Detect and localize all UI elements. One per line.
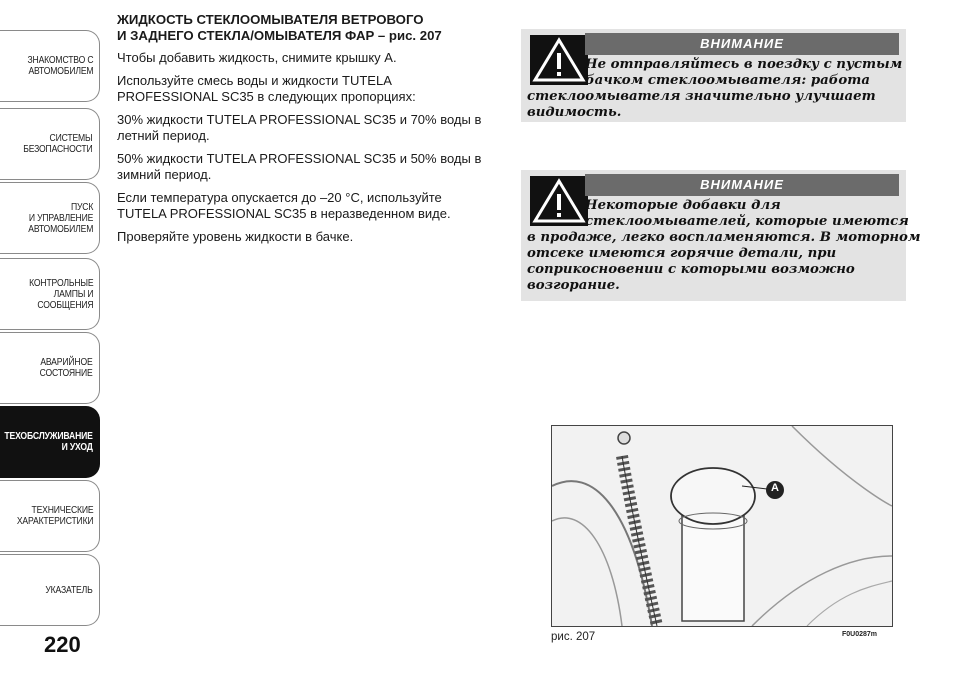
warning-title: ВНИМАНИЕ [585, 33, 899, 55]
warning-line: бачком стеклоомывателя: работа [585, 73, 870, 88]
tab-technical-specs[interactable] [0, 480, 100, 552]
warning-line: видимость. [527, 105, 622, 120]
paragraph: Проверяйте уровень жидкости в бачке. [117, 229, 354, 244]
paragraph: Чтобы добавить жидкость, снимите крышку A. [117, 50, 397, 65]
warning-line: соприкосновении с которыми возможно [527, 262, 855, 277]
tab-index[interactable] [0, 554, 100, 626]
figure-caption: рис. 207 [551, 631, 596, 643]
warning-line: Не отправляйтесь в поездку с пустым [585, 57, 903, 72]
paragraph: 30% жидкости TUTELA PROFESSIONAL SC35 и 70% воды в летний период. [117, 112, 482, 143]
tab-label: ЗНАКОМСТВО С АВТОМОБИЛЕМ [27, 54, 93, 77]
tab-label: СИСТЕМЫ БЕЗОПАСНОСТИ [23, 132, 93, 155]
tab-label: ТЕХОБСЛУЖИВАНИЕ И УХОД [4, 430, 93, 453]
tab-label: ТЕХНИЧЕСКИЕ ХАРАКТЕРИСТИКИ [16, 504, 93, 527]
warning-line: Некоторые добавки для [585, 198, 781, 213]
tab-label: УКАЗАТЕЛЬ [45, 583, 93, 596]
warning-line: стеклоомывателей, которые имеются [585, 214, 909, 229]
reservoir-illustration [552, 426, 892, 626]
tab-warning-lights[interactable] [0, 258, 100, 330]
main-content [117, 12, 489, 252]
warning-triangle-icon [530, 35, 588, 85]
paragraph: 50% жидкости TUTELA PROFESSIONAL SC35 и 50% воды в зимний период. [117, 151, 482, 182]
figure-code: F0U0287m [842, 631, 878, 638]
section-heading: ЖИДКОСТЬ СТЕКЛООМЫВАТЕЛЯ ВЕТРОВОГО И ЗАДНЕГО СТЕКЛА/ОМЫВАТЕЛЯ ФАР – рис. 207 [117, 12, 442, 43]
tab-label: ПУСК И УПРАВЛЕНИЕ АВТОМОБИЛЕМ [28, 200, 93, 235]
paragraph: Используйте смесь воды и жидкости TUTELA PROFESSIONAL SC35 в следующих пропорциях: [117, 73, 416, 104]
tab-emergency[interactable] [0, 332, 100, 404]
tab-maintenance[interactable] [0, 406, 100, 478]
tab-label: КОНТРОЛЬНЫЕ ЛАМПЫ И СООБЩЕНИЯ [28, 276, 93, 311]
tab-safety[interactable] [0, 108, 100, 180]
warning-line: стеклоомывателя значительно улучшает [527, 89, 876, 104]
warning-line: отсеке имеются горячие детали, при [527, 246, 837, 261]
page-number: 220 [44, 632, 81, 657]
tab-starting-driving[interactable] [0, 182, 100, 254]
figure-washer-reservoir [551, 425, 893, 627]
warning-triangle-icon [530, 176, 588, 226]
warning-line: возгорание. [527, 278, 620, 293]
tab-label: АВАРИЙНОЕ СОСТОЯНИЕ [40, 356, 93, 379]
warning-line: в продаже, легко воспламеняются. В моторном [527, 230, 921, 245]
warning-title: ВНИМАНИЕ [585, 174, 899, 196]
callout-label: A [771, 482, 779, 494]
paragraph: Если температура опускается до –20 °С, используйте TUTELA PROFESSIONAL SC35 в неразведенном виде. [117, 190, 451, 221]
tab-introduction[interactable] [0, 30, 100, 102]
